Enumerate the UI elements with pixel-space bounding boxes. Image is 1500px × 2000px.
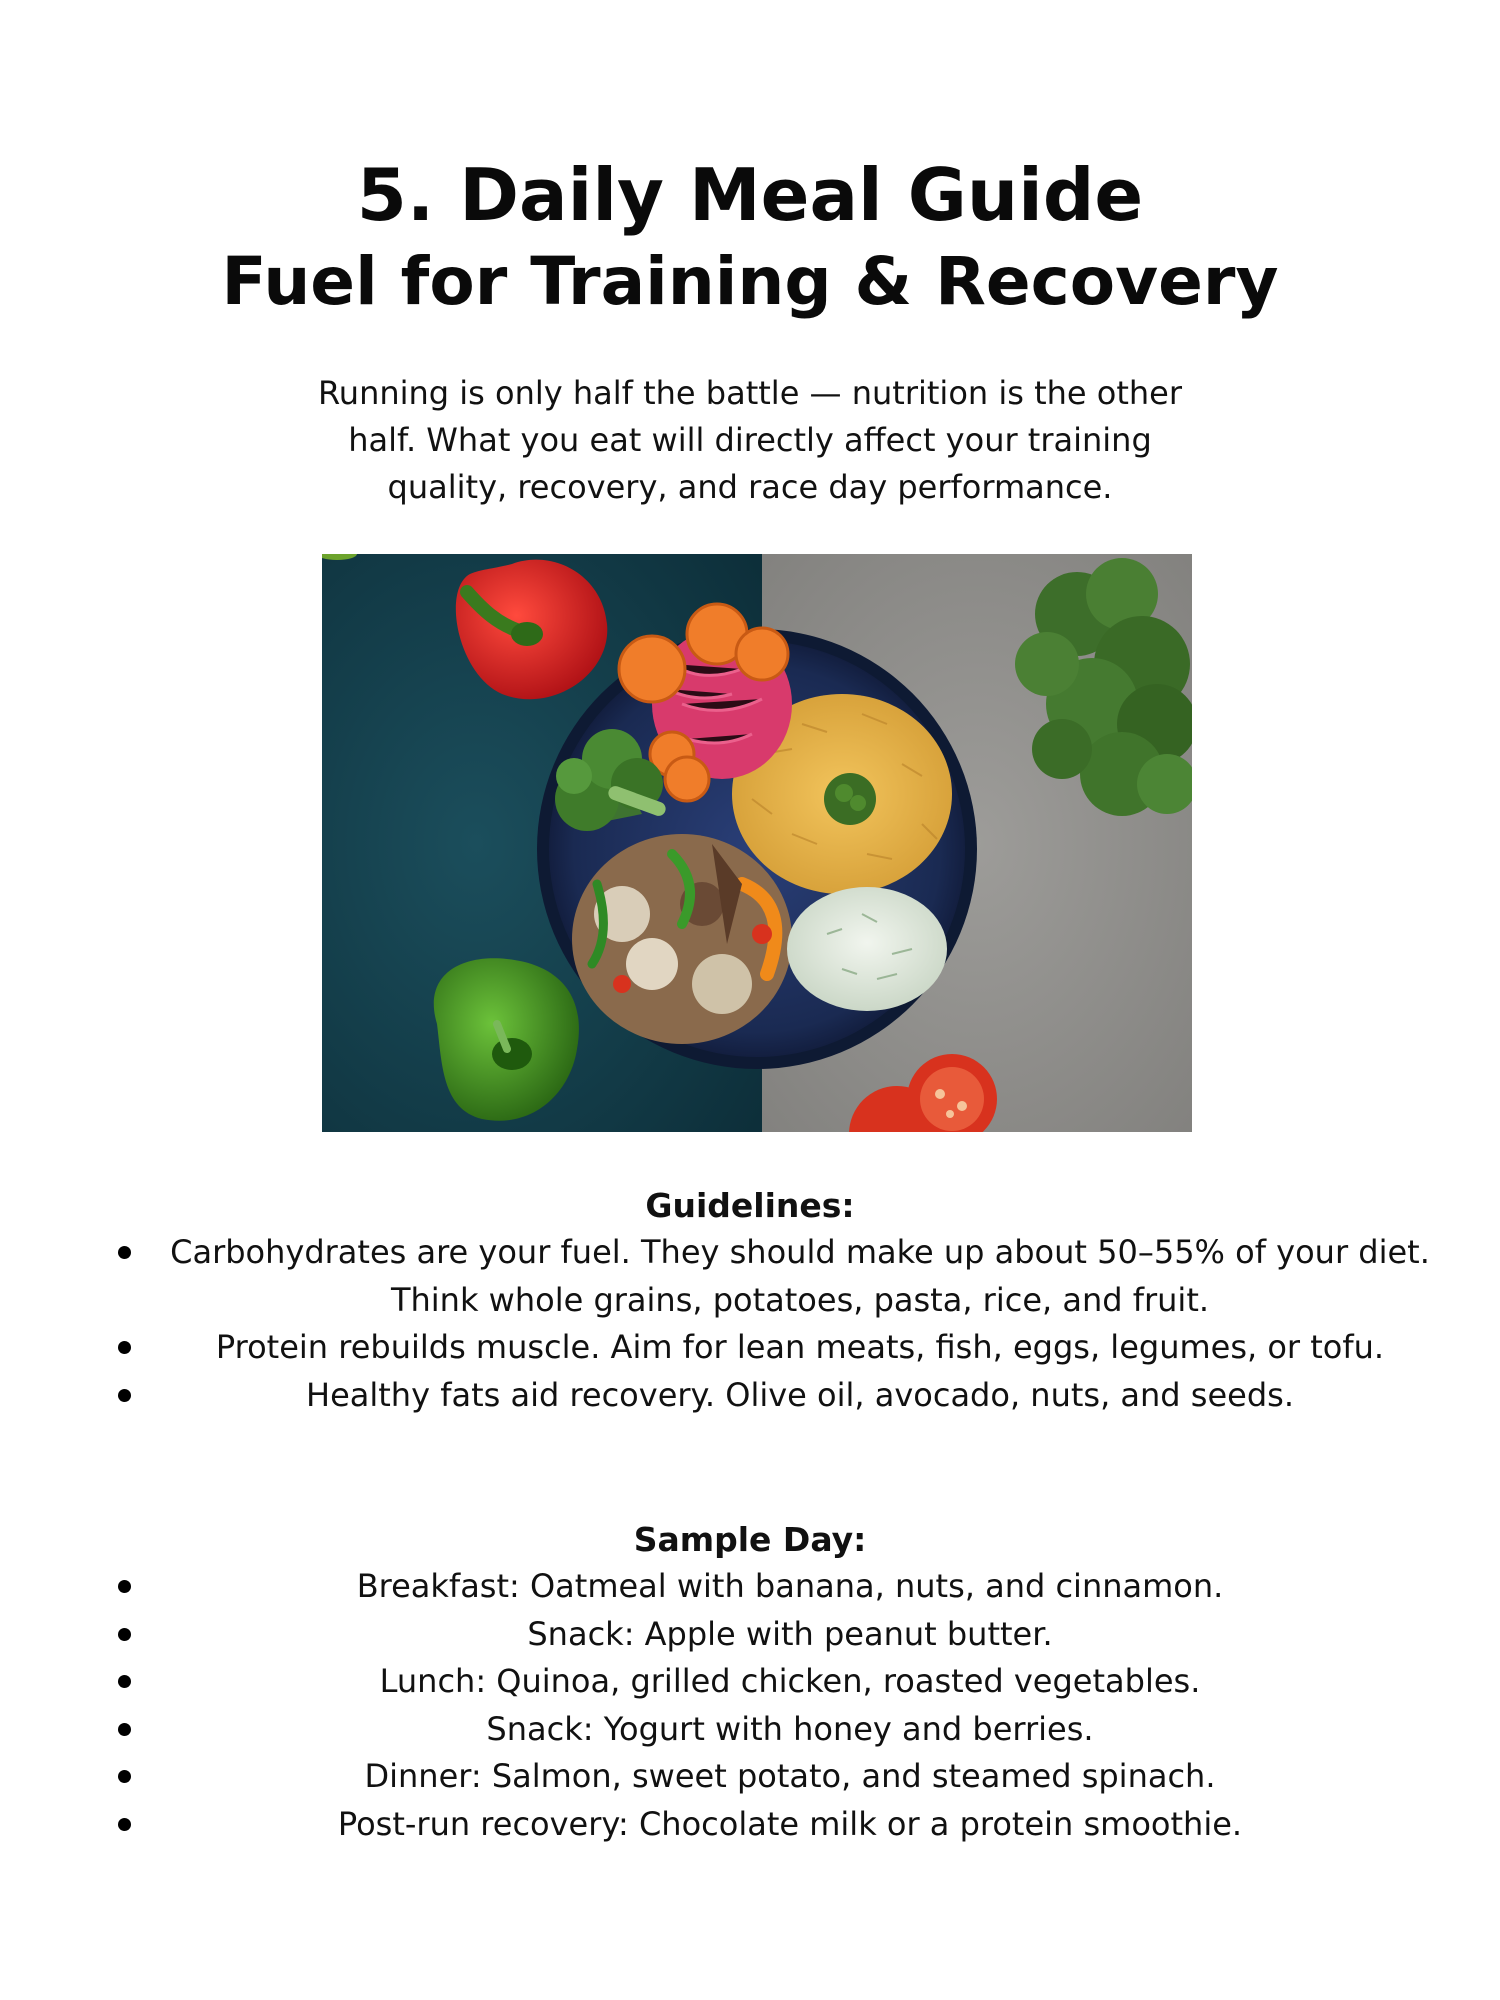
bullet-icon xyxy=(118,1675,131,1688)
bullet-icon xyxy=(118,1723,131,1736)
meal-item xyxy=(100,1801,1440,1849)
bullet-icon xyxy=(118,1341,131,1354)
meal-text: Post-run recovery: Chocolate milk or a protein smoothie. xyxy=(337,1804,1243,1843)
guideline-item xyxy=(100,1229,1440,1324)
meal-text: Breakfast: Oatmeal with banana, nuts, and cinnamon. xyxy=(356,1567,1224,1605)
guidelines-list xyxy=(100,1229,1440,1419)
bullet-icon xyxy=(118,1389,131,1402)
chicken-vegetable-mix xyxy=(572,834,792,1044)
guideline-item xyxy=(100,1324,1440,1372)
meal-item xyxy=(100,1753,1440,1801)
intro-paragraph: Running is only half the battle — nutrition is the other half. What you eat will directly affect your training quality, recovery, and race day performance. xyxy=(317,374,1183,506)
guideline-text: Carbohydrates are your fuel. They should make up about 50–55% of your diet. Think whole grains, potatoes, pasta, rice, and fruit. xyxy=(170,1233,1430,1319)
meal-text: Lunch: Quinoa, grilled chicken, roasted vegetables. xyxy=(379,1662,1201,1700)
meal-text: Dinner: Salmon, sweet potato, and steamed spinach. xyxy=(364,1757,1216,1795)
meal-text: Snack: Yogurt with honey and berries. xyxy=(486,1709,1094,1748)
meal-item xyxy=(100,1706,1440,1754)
meal-item xyxy=(100,1658,1440,1706)
sample-day-heading: Sample Day: xyxy=(633,1520,867,1559)
yogurt-dip xyxy=(787,887,947,1011)
bullet-icon xyxy=(118,1580,131,1593)
page-subtitle: Fuel for Training & Recovery xyxy=(221,243,1279,320)
guideline-text: Protein rebuilds muscle. Aim for lean meats, fish, eggs, legumes, or tofu. xyxy=(215,1328,1385,1366)
meal-item xyxy=(100,1611,1440,1659)
bullet-icon xyxy=(118,1770,131,1783)
meal-plate-photo xyxy=(322,554,1192,1132)
guidelines-heading: Guidelines: xyxy=(645,1186,855,1225)
meal-text: Snack: Apple with peanut butter. xyxy=(527,1614,1053,1653)
guideline-text: Healthy fats aid recovery. Olive oil, avocado, nuts, and seeds. xyxy=(306,1375,1294,1414)
bullet-icon xyxy=(118,1628,131,1641)
sample-day-list xyxy=(100,1563,1440,1848)
bullet-icon xyxy=(118,1246,131,1259)
bullet-icon xyxy=(118,1818,131,1831)
meal-item xyxy=(100,1563,1440,1611)
page-title: 5. Daily Meal Guide xyxy=(356,153,1144,237)
guideline-item xyxy=(100,1372,1440,1420)
